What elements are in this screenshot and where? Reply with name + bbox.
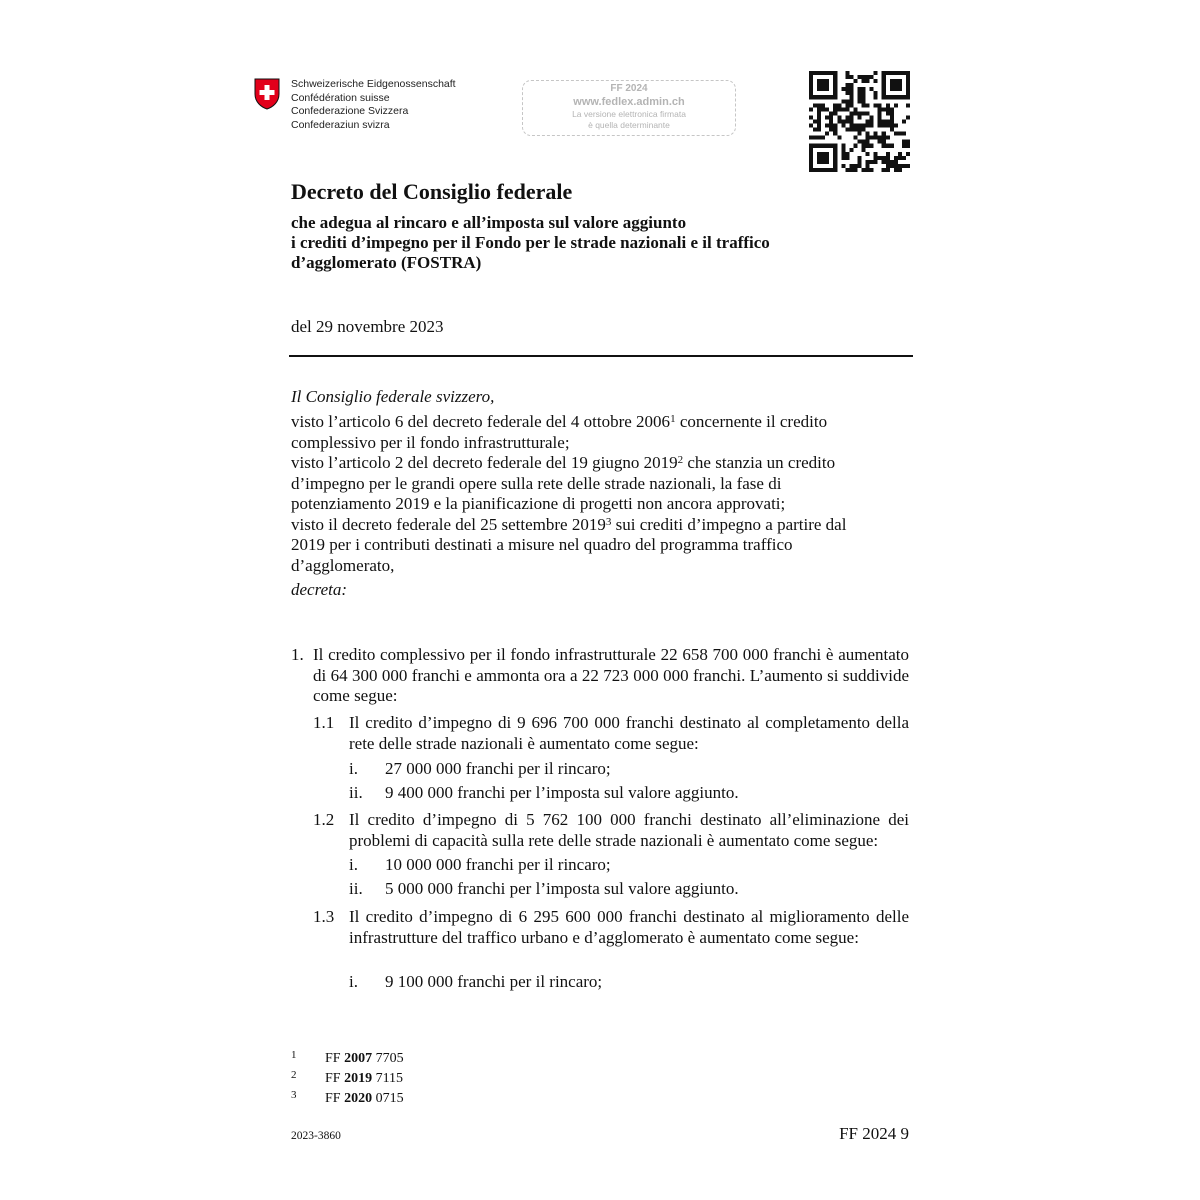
qr-code-icon xyxy=(809,71,910,172)
stamp-ff-ref: FF 2024 xyxy=(610,83,648,94)
document-title: Decreto del Consiglio federale xyxy=(291,179,573,204)
sub-item-number: 1.1 xyxy=(313,713,335,732)
preamble-text: che stanzia un credito xyxy=(683,453,836,472)
subtitle-line: che adegua al rincaro e all’imposta sul valore aggiunto xyxy=(291,213,687,232)
preamble-text: d’impegno per le grandi opere sulla rete delle strade nazionali, la fase di xyxy=(291,473,782,493)
preamble-line xyxy=(291,515,916,536)
preamble-text: concernente il credito xyxy=(675,412,828,431)
sub-item-number: 1.2 xyxy=(313,810,335,829)
preamble-text: visto l’articolo 6 del decreto federale del 4 ottobre 2006 xyxy=(291,412,671,431)
confederation-line-rm: Confederaziun svizra xyxy=(291,118,390,131)
footnote-prefix: FF xyxy=(325,1051,341,1066)
sub-item-1-3 xyxy=(313,907,909,948)
point-number: i. xyxy=(349,972,358,991)
confederation-line-fr: Confédération suisse xyxy=(291,91,390,104)
preamble-text: visto il decreto federale del 25 settembre 2019 xyxy=(291,514,606,534)
footnote-page: 7705 xyxy=(375,1051,404,1066)
point-item xyxy=(349,855,611,876)
item-text: Il credito complessivo per il fondo infrastrutturale 22 658 700 000 franchi è aumentato di 64 300 000 franchi e ammonta ora a 22 723 000 000 franchi. L’aumento si suddivide come segue: xyxy=(313,645,909,705)
sub-item-text: Il credito d’impegno di 5 762 100 000 franchi destinato all’eliminazione dei problemi di capacità sulla rete delle strade nazionali è aumentato come segue: xyxy=(349,810,909,850)
decreta-label: decreta: xyxy=(291,580,348,599)
footnote-ref[interactable]: 3 xyxy=(605,515,612,528)
footnote-year: 2019 xyxy=(344,1071,373,1086)
point-text: 9 100 000 franchi per il rincaro; xyxy=(385,972,603,991)
preamble-text: sui crediti d’impegno a partire dal xyxy=(611,514,847,534)
fedlex-stamp xyxy=(522,80,736,136)
preamble-intro: Il Consiglio federale svizzero, xyxy=(291,387,495,406)
preamble-text: potenziamento 2019 e la pianificazione di progetti non ancora approvati; xyxy=(291,494,786,513)
point-number: i. xyxy=(349,855,358,874)
sub-item-1-1 xyxy=(313,713,909,754)
point-number: ii. xyxy=(349,879,363,898)
footnote xyxy=(291,1047,404,1067)
page-reference: FF 2024 9 xyxy=(839,1124,909,1143)
footnote-prefix: FF xyxy=(325,1071,341,1086)
article-item-1 xyxy=(291,645,909,707)
point-item xyxy=(349,972,602,993)
preamble xyxy=(291,412,916,576)
footnote xyxy=(291,1087,404,1107)
stamp-note-1: La versione elettronica firmata xyxy=(572,109,686,119)
title-divider xyxy=(289,355,913,357)
preamble-line xyxy=(291,453,916,474)
point-number: ii. xyxy=(349,783,363,802)
stamp-url: www.fedlex.admin.ch xyxy=(573,96,685,108)
preamble-text: 2019 per i contributi destinati a misure nel quadro del programma traffico xyxy=(291,535,793,554)
footnotes xyxy=(291,1047,404,1107)
preamble-text: d’agglomerato, xyxy=(291,555,395,575)
sub-item-text: Il credito d’impegno di 9 696 700 000 franchi destinato al completamento della rete delle strade nazionali è aumentato come segue: xyxy=(349,713,909,753)
point-item xyxy=(349,879,739,900)
confederation-line-de: Schweizerische Eidgenossenschaft xyxy=(291,78,456,90)
stamp-note-2: è quella determinante xyxy=(588,120,670,130)
document-subtitle xyxy=(291,213,770,273)
subtitle-line: i crediti d’impegno per il Fondo per le strade nazionali e il traffico xyxy=(291,233,770,252)
document-date: del 29 novembre 2023 xyxy=(291,317,444,336)
confederation-line-it: Confederazione Svizzera xyxy=(291,105,409,117)
point-text: 9 400 000 franchi per l’imposta sul valore aggiunto. xyxy=(385,783,739,802)
footnote-year: 2020 xyxy=(344,1091,373,1106)
point-item xyxy=(349,759,611,780)
point-text: 10 000 000 franchi per il rincaro; xyxy=(385,855,611,874)
point-text: 5 000 000 franchi per l’imposta sul valore aggiunto. xyxy=(385,879,739,898)
point-text: 27 000 000 franchi per il rincaro; xyxy=(385,759,611,778)
point-number: i. xyxy=(349,759,358,778)
preamble-line xyxy=(291,433,916,454)
preamble-text: complessivo per il fondo infrastrutturale; xyxy=(291,432,570,452)
confederation-names xyxy=(291,78,456,132)
subtitle-line: d’agglomerato (FOSTRA) xyxy=(291,253,482,272)
footnote-page: 7115 xyxy=(375,1071,404,1086)
preamble-line xyxy=(291,535,916,556)
sub-item-1-2 xyxy=(313,810,909,851)
footnote-ref[interactable]: 1 xyxy=(670,413,676,425)
sub-item-number: 1.3 xyxy=(313,907,335,926)
point-item xyxy=(349,783,739,804)
footnote-prefix: FF xyxy=(325,1091,341,1106)
swiss-crest-icon xyxy=(254,78,280,110)
item-number: 1. xyxy=(291,645,304,664)
footnote-page: 0715 xyxy=(375,1091,404,1106)
preamble-line xyxy=(291,494,916,515)
preamble-text: visto l’articolo 2 del decreto federale del 19 giugno 2019 xyxy=(291,453,678,472)
preamble-line xyxy=(291,556,916,577)
footnote xyxy=(291,1067,404,1087)
preamble-line xyxy=(291,474,916,495)
footnote-year: 2007 xyxy=(344,1051,373,1066)
footnote-number: 2 xyxy=(291,1069,297,1081)
footnote-number: 3 xyxy=(291,1089,297,1101)
preamble-line xyxy=(291,412,916,433)
footnote-number: 1 xyxy=(291,1049,297,1061)
sub-item-text: Il credito d’impegno di 6 295 600 000 franchi destinato al miglioramento delle infrastrutture del traffico urbano e d’agglomerato è aumentato come segue: xyxy=(349,907,909,947)
footnote-ref[interactable]: 2 xyxy=(677,454,684,466)
document-number: 2023-3860 xyxy=(291,1130,341,1142)
